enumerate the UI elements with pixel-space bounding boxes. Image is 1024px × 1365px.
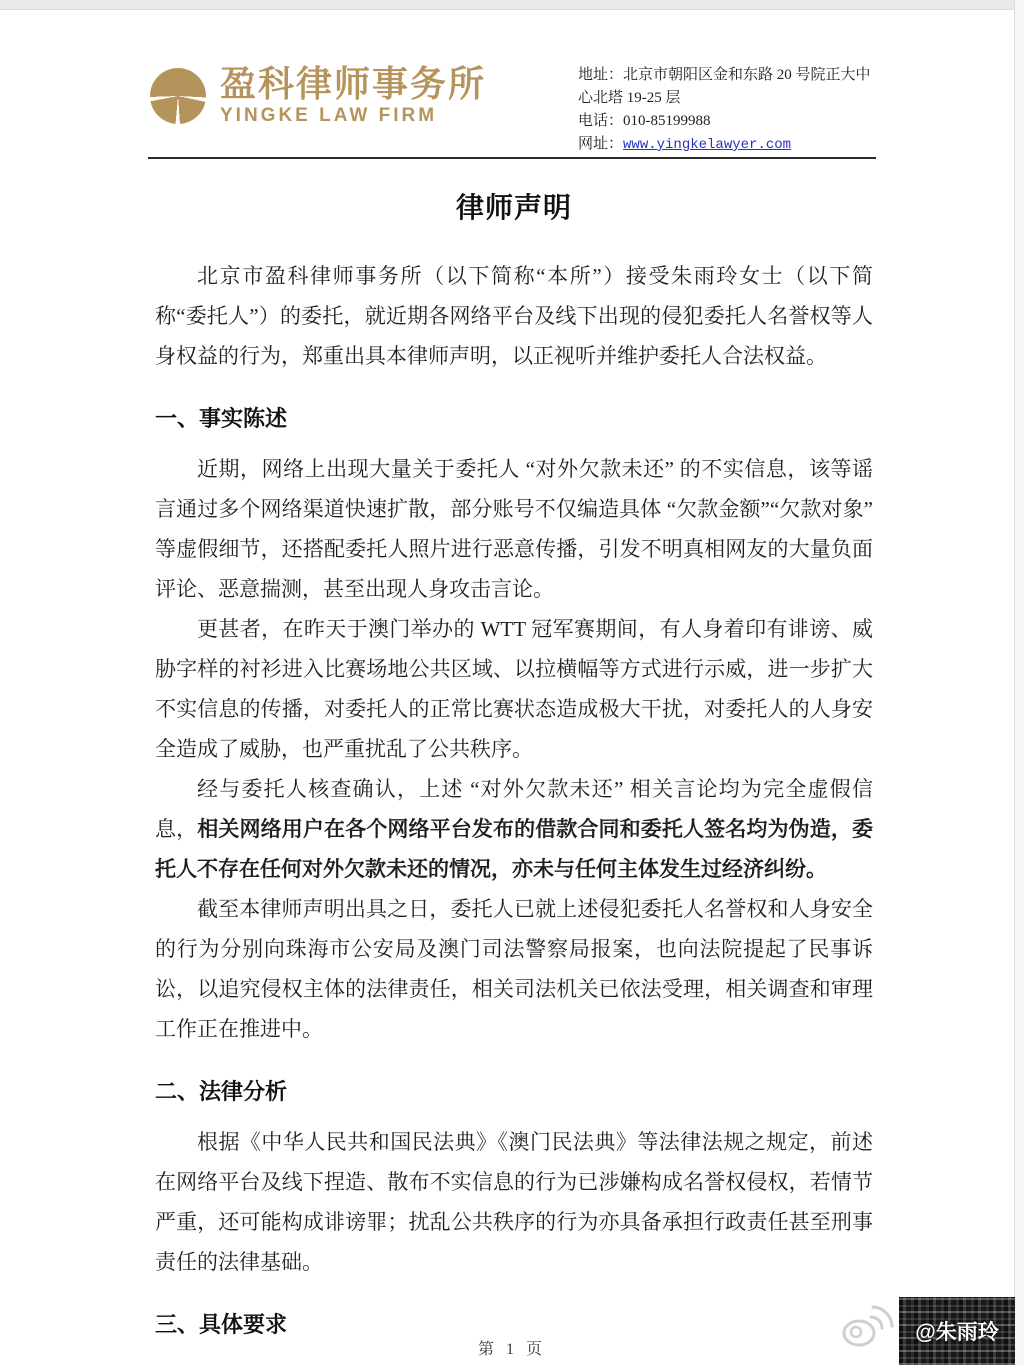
firm-name (220, 64, 486, 128)
weibo-icon (837, 1303, 895, 1349)
letterhead-divider (148, 157, 876, 159)
emphasized-text-run: 相关网络用户在各个网络平台发布的借款合同和委托人签名均为伪造，委托人不存在任何对外欠款未还的情况，亦未与任何主体发生过经济纠纷。 (155, 817, 874, 881)
text-run: 经与委托人核查确认，上述 “对外欠款未还” 相关言论均为完全虚假信息， (155, 777, 873, 841)
scan-top-edge (0, 0, 1024, 10)
firm-name-en: YINGKE LAW FIRM (220, 105, 438, 126)
firm-address: 地址：北京市朝阳区金和东路 20 号院正大中心北塔 19-25 层 (578, 67, 871, 106)
section-heading-legal-analysis: 二、法律分析 (155, 1079, 288, 1104)
scan-right-edge (1014, 0, 1024, 1365)
firm-contact-block (578, 64, 876, 157)
paragraph (155, 449, 873, 609)
document-title: 律师声明 (455, 193, 572, 224)
section-heading-demands: 三、具体要求 (155, 1312, 288, 1337)
text-run: 截至本律师声明出具之日，委托人已就上述侵犯委托人名誉权和人身安全的行为分别向珠海市公安局及澳门司法警察局报案，也向法院提起了民事诉讼，以追究侵权主体的法律责任，相关司法机关已依法受理，相关调查和审理工作正在推进中。 (155, 897, 873, 1041)
text-run: 更甚者，在昨天于澳门举办的 WTT 冠军赛期间，有人身着印有诽谤、威胁字样的衬衫进入比赛场地公共区域、以拉横幅等方式进行示威，进一步扩大不实信息的传播，对委托人的正常比赛状态造成极大干扰，对委托人的人身安全造成了威胁，也严重扰乱了公共秩序。 (155, 617, 873, 761)
paragraph (155, 889, 873, 1049)
statement-body (155, 180, 873, 1355)
firm-name-cn: 盈科律师事务所 (220, 63, 487, 104)
letterhead (150, 64, 876, 157)
website-label: 网址： (578, 136, 624, 152)
watermark-handle: @朱雨玲 (915, 1321, 999, 1344)
intro-paragraph: 北京市盈科律师事务所（以下简称“本所”）接受朱雨玲女士（以下简称“委托人”）的委托，就近期各网络平台及线下出现的侵犯委托人名誉权等人身权益的行为，郑重出具本律师声明，以正视听并维护委托人合法权益。 (155, 264, 873, 368)
firm-website-link[interactable]: www.yingkelawyer.com (623, 137, 792, 153)
firm-brand (150, 64, 486, 128)
yingke-logo-icon (150, 68, 206, 124)
watermark-code-block (899, 1297, 1015, 1365)
paragraph (155, 609, 873, 769)
text-run: 近期，网络上出现大量关于委托人 “对外欠款未还” 的不实信息，该等谣言通过多个网络渠道快速扩散，部分账号不仅编造具体 “欠款金额”“欠款对象” 等虚假细节，还搭配委托人照片进行恶意传播，引发不明真相网友的大量负面评论、恶意揣测，甚至出现人身攻击言论。 (155, 457, 873, 601)
page-number: 第 1 页 (477, 1341, 546, 1358)
weibo-watermark (837, 1297, 1015, 1365)
firm-website-line (578, 133, 876, 157)
paragraph (155, 1122, 873, 1282)
paragraph (155, 769, 873, 889)
section-heading-facts: 一、事实陈述 (155, 406, 288, 431)
text-run: 根据《中华人民共和国民法典》《澳门民法典》等法律法规之规定，前述在网络平台及线下捏造、散布不实信息的行为已涉嫌构成名誉权侵权，若情节严重，还可能构成诽谤罪；扰乱公共秩序的行为亦具备承担行政责任甚至刑事责任的法律基础。 (155, 1130, 873, 1274)
firm-phone: 电话：010-85199988 (578, 113, 711, 129)
